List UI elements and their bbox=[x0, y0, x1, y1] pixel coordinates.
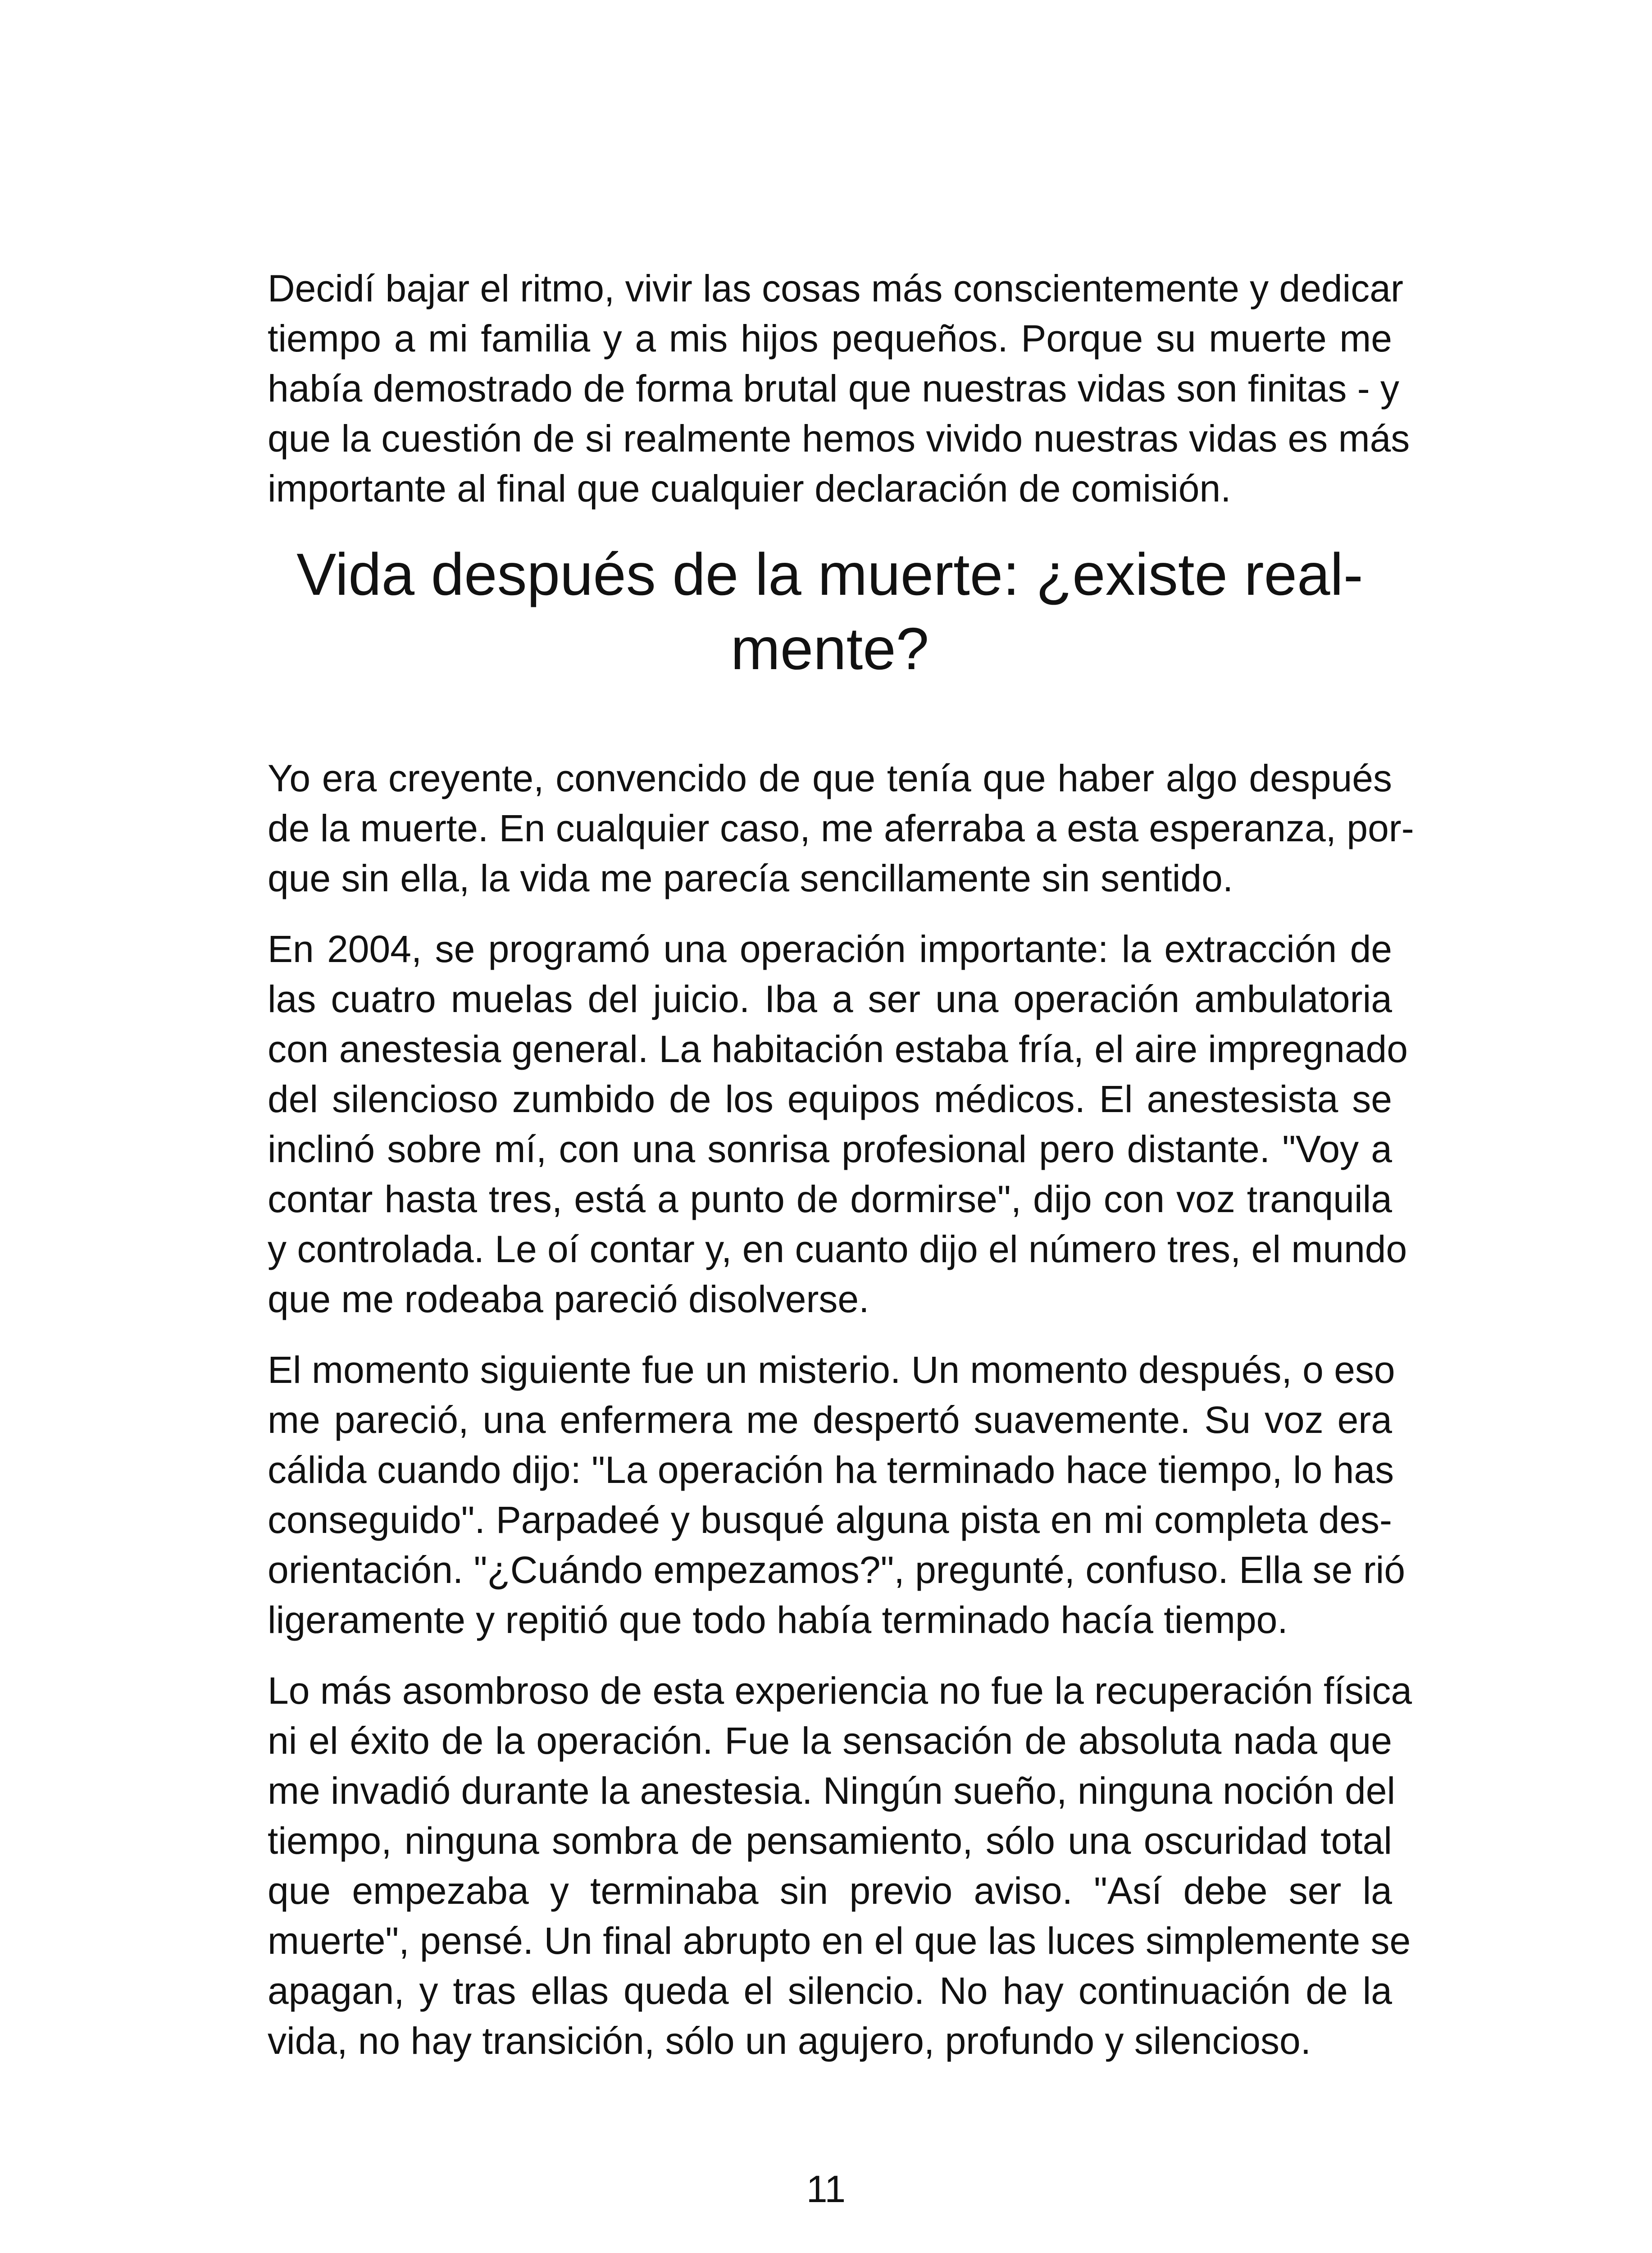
paragraph-3-line: con anestesia general. La habitación estaba fría, el aire impregnado bbox=[268, 1028, 1408, 1070]
paragraph-5-line: me invadió durante la anestesia. Ningún sueño, ninguna noción del bbox=[268, 1770, 1396, 1812]
paragraph-4-line: me pareció, una enfermera me despertó suavemente. Su voz era bbox=[268, 1399, 1392, 1441]
paragraph-2-line: de la muerte. En cualquier caso, me aferraba a esta esperanza, por- bbox=[268, 807, 1414, 849]
paragraph-5-line: Lo más asombroso de esta experiencia no fue la recuperación física bbox=[268, 1669, 1412, 1712]
paragraph-3-line: las cuatro muelas del juicio. Iba a ser una operación ambulatoria bbox=[268, 978, 1392, 1020]
paragraph-3-line: contar hasta tres, está a punto de dormirse", dijo con voz tranquila bbox=[268, 1178, 1392, 1220]
paragraph-5-line: apagan, y tras ellas queda el silencio. No hay continuación de la bbox=[268, 1970, 1392, 2012]
paragraph-3-line: del silencioso zumbido de los equipos médicos. El anestesista se bbox=[268, 1078, 1392, 1120]
paragraph-1-line: Decidí bajar el ritmo, vivir las cosas más conscientemente y dedicar bbox=[268, 267, 1403, 310]
paragraph-2-line: que sin ella, la vida me parecía sencillamente sin sentido. bbox=[268, 857, 1233, 899]
paragraph-3-line: En 2004, se programó una operación importante: la extracción de bbox=[268, 928, 1392, 970]
paragraph-4-line: conseguido". Parpadeé y busqué alguna pista en mi completa des- bbox=[268, 1499, 1392, 1541]
paragraph-1 bbox=[268, 264, 1410, 514]
paragraph-3-line: inclinó sobre mí, con una sonrisa profesional pero distante. "Voy a bbox=[268, 1128, 1392, 1170]
section-heading bbox=[268, 537, 1392, 686]
paragraph-2-line: Yo era creyente, convencido de que tenía que haber algo después bbox=[268, 757, 1392, 799]
paragraph-5-line: vida, no hay transición, sólo un agujero, profundo y silencioso. bbox=[268, 2020, 1311, 2062]
paragraph-5-line: que empezaba y terminaba sin previo aviso. "Así debe ser la bbox=[268, 1870, 1392, 1912]
paragraph-3 bbox=[268, 924, 1408, 1324]
section-heading-line: mente? bbox=[730, 616, 929, 682]
paragraph-1-line: que la cuestión de si realmente hemos vivido nuestras vidas es más bbox=[268, 417, 1410, 460]
paragraph-2 bbox=[268, 753, 1414, 903]
paragraph-1-line: tiempo a mi familia y a mis hijos pequeños. Porque su muerte me bbox=[268, 317, 1392, 360]
paragraph-5-line: tiempo, ninguna sombra de pensamiento, sólo una oscuridad total bbox=[268, 1820, 1392, 1862]
paragraph-5 bbox=[268, 1666, 1412, 2066]
paragraph-4-line: orientación. "¿Cuándo empezamos?", pregunté, confuso. Ella se rió bbox=[268, 1549, 1406, 1591]
paragraph-5-line: ni el éxito de la operación. Fue la sensación de absoluta nada que bbox=[268, 1719, 1392, 1762]
section-heading-line: Vida después de la muerte: ¿existe real- bbox=[296, 541, 1363, 607]
paragraph-4-line: El momento siguiente fue un misterio. Un momento después, o eso bbox=[268, 1349, 1395, 1391]
paragraph-4-line: cálida cuando dijo: "La operación ha terminado hace tiempo, lo has bbox=[268, 1449, 1394, 1491]
paragraph-1-line: había demostrado de forma brutal que nuestras vidas son finitas - y bbox=[268, 367, 1400, 410]
page-body bbox=[268, 264, 1414, 2066]
page-number: 11 bbox=[806, 2168, 846, 2210]
paragraph-4-line: ligeramente y repitió que todo había terminado hacía tiempo. bbox=[268, 1599, 1288, 1641]
paragraph-3-line: que me rodeaba pareció disolverse. bbox=[268, 1278, 869, 1320]
paragraph-5-line: muerte", pensé. Un final abrupto en el que las luces simplemente se bbox=[268, 1920, 1411, 1962]
paragraph-4 bbox=[268, 1345, 1406, 1645]
paragraph-1-line: importante al final que cualquier declaración de comisión. bbox=[268, 467, 1231, 510]
paragraph-3-line: y controlada. Le oí contar y, en cuanto dijo el número tres, el mundo bbox=[268, 1228, 1407, 1270]
